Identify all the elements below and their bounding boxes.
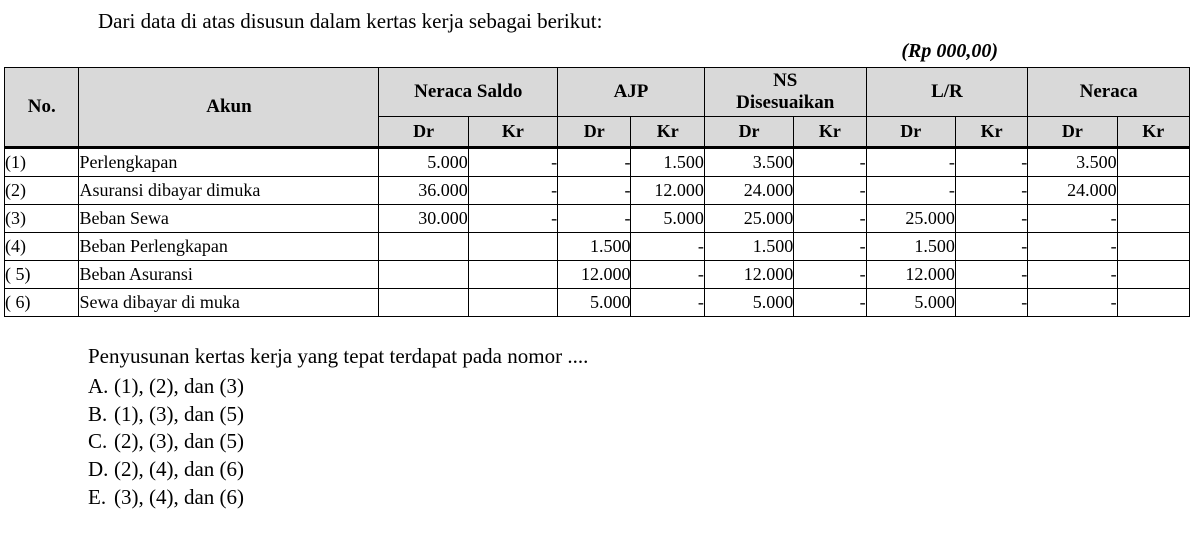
table-head xyxy=(5,68,1190,148)
table-row xyxy=(5,177,1190,205)
cell-lr-kr: - xyxy=(955,233,1027,261)
option-e xyxy=(88,484,1194,512)
cell-nrc-dr: 24.000 xyxy=(1028,177,1117,205)
cell-ajp-dr: 1.500 xyxy=(558,233,631,261)
header-lr-dr: Dr xyxy=(866,117,955,148)
option-e-letter: E. xyxy=(88,484,107,509)
header-group-neraca: Neraca xyxy=(1028,68,1190,117)
currency-note: (Rp 000,00) xyxy=(901,40,998,63)
cell-nrc-dr: - xyxy=(1028,289,1117,317)
option-d xyxy=(88,456,1194,484)
option-d-letter: D. xyxy=(88,457,109,482)
cell-nrc-dr: - xyxy=(1028,233,1117,261)
header-group-neraca-saldo: Neraca Saldo xyxy=(379,68,558,117)
cell-nsd-dr: 5.000 xyxy=(704,289,793,317)
cell-nsd-dr: 24.000 xyxy=(704,177,793,205)
table-body xyxy=(5,148,1190,317)
header-akun: Akun xyxy=(79,68,379,148)
cell-nrc-dr: 3.500 xyxy=(1028,148,1117,177)
cell-nrc-kr xyxy=(1117,148,1189,177)
cell-lr-dr: 12.000 xyxy=(866,261,955,289)
cell-ajp-kr: - xyxy=(631,261,704,289)
header-nsd-dr: Dr xyxy=(704,117,793,148)
cell-akun: Beban Sewa xyxy=(79,205,379,233)
cell-lr-dr: 5.000 xyxy=(866,289,955,317)
header-ns-dr: Dr xyxy=(379,117,468,148)
cell-ajp-kr: - xyxy=(631,289,704,317)
option-a-letter: A. xyxy=(88,373,109,398)
question-stem: Penyusunan kertas kerja yang tepat terdapat pada nomor .... xyxy=(88,344,589,369)
header-group-ns-line1: NS xyxy=(773,70,798,92)
cell-lr-dr: - xyxy=(866,148,955,177)
cell-ajp-dr: - xyxy=(558,205,631,233)
cell-ajp-dr: - xyxy=(558,177,631,205)
cell-no: (2) xyxy=(5,177,79,205)
cell-ns-dr: 36.000 xyxy=(379,177,468,205)
question-block xyxy=(0,343,1194,511)
option-b xyxy=(88,401,1194,429)
header-ajp-kr: Kr xyxy=(631,117,704,148)
header-ns-kr: Kr xyxy=(468,117,557,148)
cell-nsd-dr: 12.000 xyxy=(704,261,793,289)
header-group-ajp: AJP xyxy=(558,68,705,117)
table-row xyxy=(5,261,1190,289)
cell-ns-kr xyxy=(468,289,557,317)
intro-text: Dari data di atas disusun dalam kertas kerja sebagai berikut: xyxy=(98,9,603,33)
cell-ns-kr xyxy=(468,233,557,261)
table-row xyxy=(5,289,1190,317)
cell-lr-kr: - xyxy=(955,177,1027,205)
cell-nrc-kr xyxy=(1117,289,1189,317)
cell-nsd-dr: 1.500 xyxy=(704,233,793,261)
cell-akun: Asuransi dibayar dimuka xyxy=(79,177,379,205)
cell-nrc-kr xyxy=(1117,177,1189,205)
cell-no: (3) xyxy=(5,205,79,233)
table-row xyxy=(5,205,1190,233)
cell-lr-dr: 25.000 xyxy=(866,205,955,233)
option-d-text: (2), (4), dan (6) xyxy=(114,457,245,482)
option-c xyxy=(88,428,1194,456)
cell-nrc-kr xyxy=(1117,233,1189,261)
table-row xyxy=(5,148,1190,177)
cell-ns-dr xyxy=(379,261,468,289)
cell-ajp-kr: 12.000 xyxy=(631,177,704,205)
cell-ns-dr: 30.000 xyxy=(379,205,468,233)
cell-lr-dr: 1.500 xyxy=(866,233,955,261)
cell-nrc-kr xyxy=(1117,261,1189,289)
cell-nsd-dr: 3.500 xyxy=(704,148,793,177)
header-ajp-dr: Dr xyxy=(558,117,631,148)
table-group-header-row xyxy=(5,68,1190,117)
cell-ns-kr: - xyxy=(468,205,557,233)
cell-ns-dr xyxy=(379,233,468,261)
cell-ns-dr: 5.000 xyxy=(379,148,468,177)
cell-ns-dr xyxy=(379,289,468,317)
worksheet-table xyxy=(4,67,1190,317)
cell-akun: Sewa dibayar di muka xyxy=(79,289,379,317)
cell-ajp-dr: - xyxy=(558,148,631,177)
cell-nsd-kr: - xyxy=(794,148,866,177)
cell-lr-kr: - xyxy=(955,289,1027,317)
option-a-text: (1), (2), dan (3) xyxy=(114,373,245,398)
cell-ajp-dr: 12.000 xyxy=(558,261,631,289)
cell-ajp-kr: 5.000 xyxy=(631,205,704,233)
option-b-text: (1), (3), dan (5) xyxy=(114,401,245,426)
header-no: No. xyxy=(5,68,79,148)
cell-akun: Beban Perlengkapan xyxy=(79,233,379,261)
cell-nrc-dr: - xyxy=(1028,261,1117,289)
cell-no: ( 5) xyxy=(5,261,79,289)
cell-nrc-kr xyxy=(1117,205,1189,233)
cell-no: ( 6) xyxy=(5,289,79,317)
table-row xyxy=(5,233,1190,261)
cell-ns-kr xyxy=(468,261,557,289)
option-c-letter: C. xyxy=(88,429,108,454)
cell-no: (1) xyxy=(5,148,79,177)
header-group-ns-disesuaikan xyxy=(704,68,866,117)
cell-lr-kr: - xyxy=(955,205,1027,233)
cell-lr-dr: - xyxy=(866,177,955,205)
cell-ns-kr: - xyxy=(468,148,557,177)
cell-nsd-kr: - xyxy=(794,233,866,261)
cell-nsd-dr: 25.000 xyxy=(704,205,793,233)
cell-ajp-dr: 5.000 xyxy=(558,289,631,317)
cell-ns-kr: - xyxy=(468,177,557,205)
cell-lr-kr: - xyxy=(955,261,1027,289)
cell-akun: Beban Asuransi xyxy=(79,261,379,289)
option-b-letter: B. xyxy=(88,401,108,426)
cell-no: (4) xyxy=(5,233,79,261)
cell-nsd-kr: - xyxy=(794,289,866,317)
header-nsd-kr: Kr xyxy=(794,117,866,148)
cell-akun: Perlengkapan xyxy=(79,148,379,177)
cell-nsd-kr: - xyxy=(794,177,866,205)
cell-lr-kr: - xyxy=(955,148,1027,177)
cell-ajp-kr: 1.500 xyxy=(631,148,704,177)
header-nrc-kr: Kr xyxy=(1117,117,1189,148)
option-c-text: (2), (3), dan (5) xyxy=(114,429,245,454)
header-group-ns-line2: Disesuaikan xyxy=(736,92,835,114)
option-e-text: (3), (4), dan (6) xyxy=(114,484,245,509)
option-a xyxy=(88,373,1194,401)
header-group-lr: L/R xyxy=(866,68,1028,117)
header-lr-kr: Kr xyxy=(955,117,1027,148)
cell-ajp-kr: - xyxy=(631,233,704,261)
cell-nsd-kr: - xyxy=(794,205,866,233)
header-nrc-dr: Dr xyxy=(1028,117,1117,148)
cell-nrc-dr: - xyxy=(1028,205,1117,233)
cell-nsd-kr: - xyxy=(794,261,866,289)
